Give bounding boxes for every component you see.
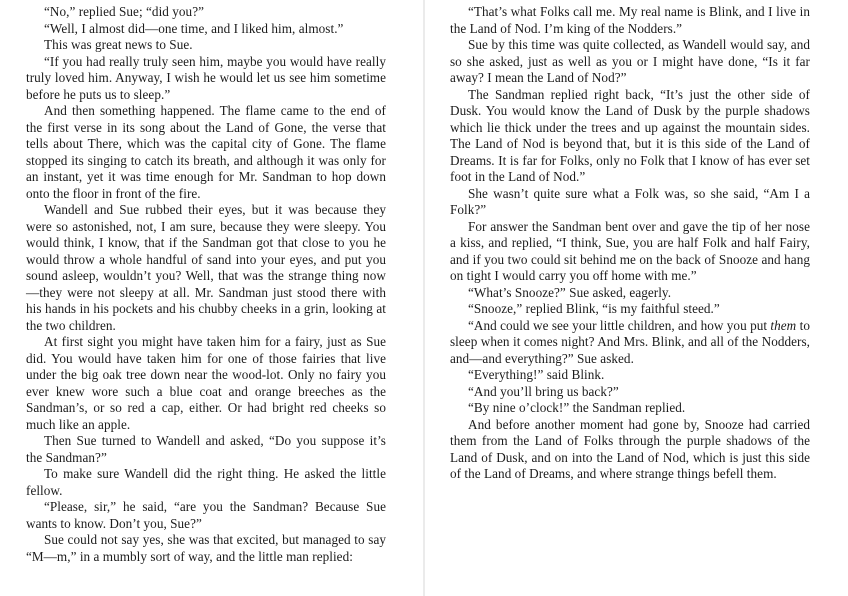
paragraph: “That’s what Folks call me. My real name is Blink, and I live in the Land of Nod. I’m king of the Nodders.” — [450, 4, 810, 36]
paragraph-with-emphasis — [450, 318, 810, 368]
paragraph: “If you had really truly seen him, maybe you would have really truly loved him. Anyway, I wish he would let us see him sometime before he puts us to sleep.” — [26, 53, 386, 102]
paragraph: “What’s Snooze?” Sue asked, eagerly. — [468, 284, 672, 300]
paragraph: “No,” replied Sue; “did you?” — [44, 4, 205, 19]
paragraph: “Well, I almost did—one time, and I liked him, almost.” — [44, 20, 344, 36]
paragraph: Sue by this time was quite collected, as Wandell would say, and so she asked, just as well as you or I might have done, “Is it far away? I mean the Land of Nod?” — [450, 37, 810, 85]
paragraph: “Please, sir,” he said, “are you the Sandman? Because Sue wants to know. Don’t you, Sue?” — [26, 499, 386, 531]
paragraph: She wasn’t quite sure what a Folk was, so she said, “Am I a Folk?” — [450, 185, 810, 217]
paragraph: For answer the Sandman bent over and gave the tip of her nose a kiss, and replied, “I think, Sue, you are half Folk and half Fairy, and if you two could sit behind me on the back of Snooze and hang on tight I would carry you off home with me.” — [450, 218, 810, 283]
paragraph: Wandell and Sue rubbed their eyes, but it was because they were so astonished, not, I am sure, because they were sleepy. You would think, I know, that if the Sandman got that close to you he would throw a whole handful of sand into your eyes, and put you sound asleep, wouldn’t you? Well, that was the strange thing now—they were not sleepy at all. Mr. Sandman just stood there with his hands in his pockets and his chubby cheeks in a grin, looking at the two children. — [26, 202, 386, 333]
emphasized-word: them — [770, 317, 797, 333]
paragraph: “Snooze,” replied Blink, “is my faithful steed.” — [468, 301, 720, 316]
paragraph: “And you’ll bring us back?” — [468, 383, 619, 399]
paragraph: “By nine o’clock!” the Sandman replied. — [468, 400, 686, 415]
paragraph: To make sure Wandell did the right thing. He asked the little fellow. — [26, 466, 386, 498]
paragraph-segment: to sleep when it comes night? And Mrs. Blink, and all of the Nodders, and—and everything?” Sue asked. — [450, 317, 810, 366]
right-page — [424, 0, 848, 596]
paragraph: And before another moment had gone by, Snooze had carried them from the Land of Folks through the purple shadows of the Land of Dusk, and on into the Land of Nod, which is just this side of the Land of Dreams, and where strange things befell them. — [450, 416, 810, 481]
paragraph: “Everything!” said Blink. — [468, 367, 605, 382]
left-page-text — [26, 4, 386, 565]
paragraph: This was great news to Sue. — [44, 37, 193, 52]
paragraph: Sue could not say yes, she was that excited, but managed to say “M—m,” in a mumbly sort of way, and the little man replied: — [26, 532, 386, 564]
paragraph: The Sandman replied right back, “It’s just the other side of Dusk. You would know the Land of Dusk by the purple shadows which lie thick under the trees and up against the mountain sides. The Land of Nod is beyond that, but it is this side of the Land of Dreams. It is far for Folks, only no Folk that I know of has ever set foot in the Land of Nod.” — [450, 86, 810, 184]
paragraph: Then Sue turned to Wandell and asked, “Do you suppose it’s the Sandman?” — [26, 433, 386, 465]
paragraph-segment: “And could we see your little children, and how you put — [468, 317, 771, 333]
paragraph: At first sight you might have taken him for a fairy, just as Sue did. You would have taken him for one of those fairies that live under the big oak tree down near the wood-lot. Only no fairy you ever knew wore such a blue coat and orange breeches as the Sandman’s, or so red a cap, either. Or had bright red cheeks so much like an apple. — [26, 334, 386, 432]
right-page-text — [450, 4, 810, 483]
paragraph: And then something happened. The flame came to the end of the first verse in its song about the Land of Gone, the verse that tells about There, which was the capital city of Gone. The flame stopped its singing to catch its breath, and although it was only for an instant, yet it was time enough for Mr. Sandman to hop down onto the floor in front of the fire. — [26, 103, 386, 201]
